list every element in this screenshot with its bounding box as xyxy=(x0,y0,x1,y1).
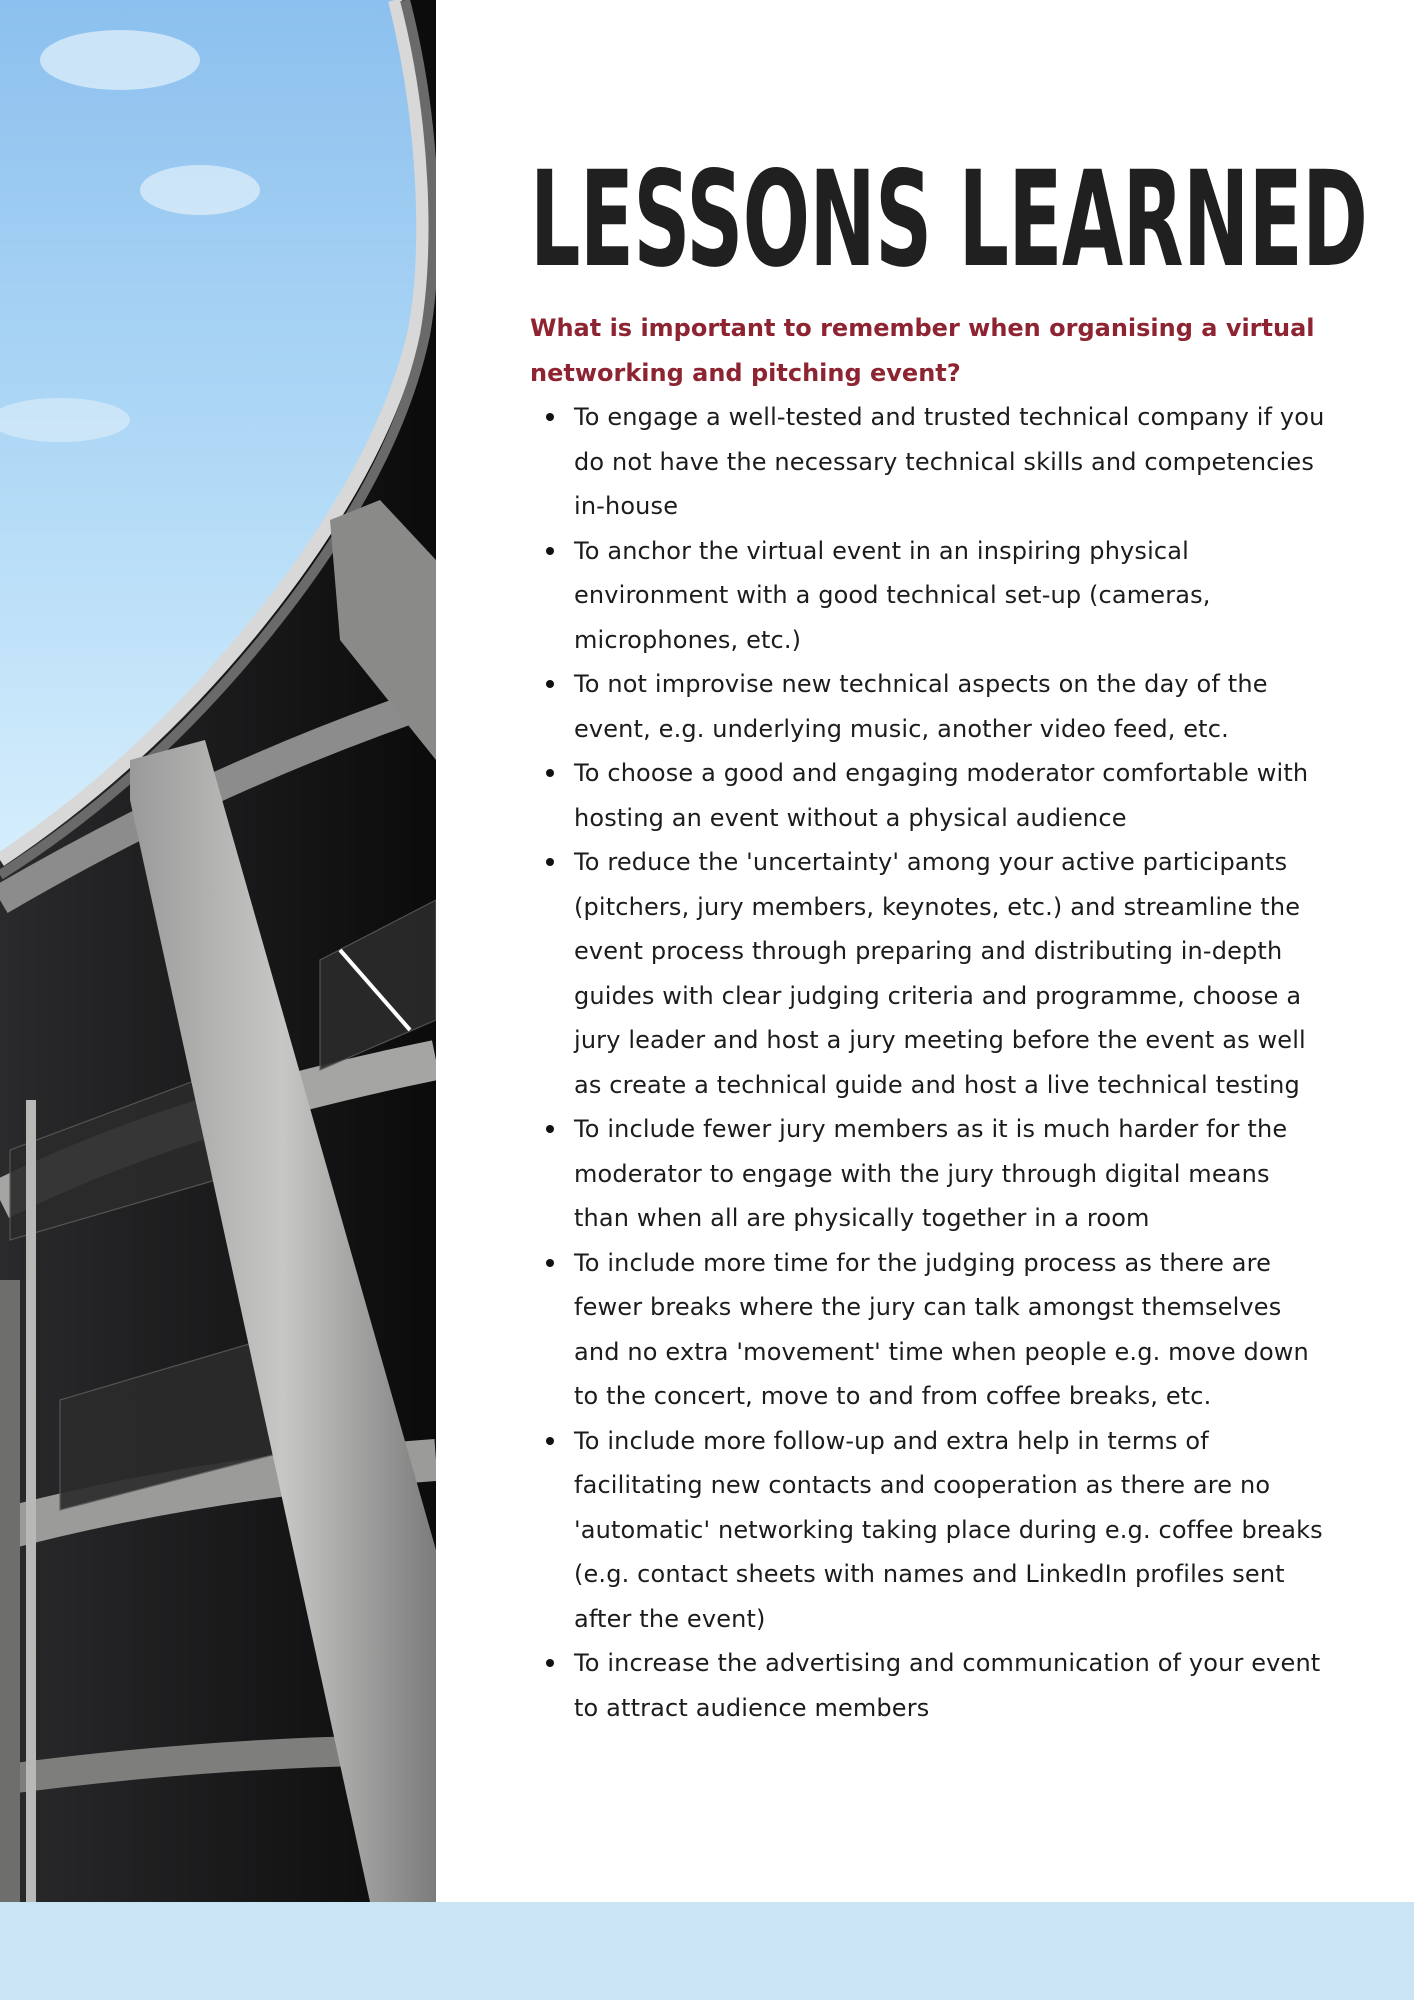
page-title: LESSONS LEARNED xyxy=(530,143,1368,297)
footer-band xyxy=(0,1902,1414,2000)
list-item-text: To include more follow-up and extra help in terms of facilitating new contacts and cooperation as there are no 'automatic' networking taking place during e.g. coffee breaks (e.g. contact sheets with names and LinkedIn profiles sent after the event) xyxy=(574,1426,1323,1633)
bullet-icon xyxy=(546,1659,554,1667)
list-item xyxy=(574,751,1330,840)
bullet-icon xyxy=(546,1259,554,1267)
list-item xyxy=(574,1241,1330,1419)
list-item-text: To reduce the 'uncertainty' among your active participants (pitchers, jury members, keynotes, etc.) and streamline the event process through preparing and distributing in-depth guides with clear judging criteria and programme, choose a jury leader and host a jury meeting before the event as well as create a technical guide and host a live technical testing xyxy=(574,848,1306,1099)
bullet-icon xyxy=(546,1437,554,1445)
lessons-list xyxy=(530,395,1330,1730)
list-item-text: To not improvise new technical aspects on the day of the event, e.g. underlying music, another video feed, etc. xyxy=(574,670,1268,743)
main-content xyxy=(530,143,1368,1730)
bullet-icon xyxy=(546,1125,554,1133)
list-item-text: To include fewer jury members as it is much harder for the moderator to engage with the jury through digital means than when all are physically together in a room xyxy=(574,1115,1288,1232)
list-item-text: To include more time for the judging process as there are fewer breaks where the jury can talk amongst themselves and no extra 'movement' time when people e.g. move down to the concert, move to and from coffee breaks, etc. xyxy=(574,1248,1309,1410)
bullet-icon xyxy=(546,413,554,421)
list-item-text: To engage a well-tested and trusted technical company if you do not have the necessary technical skills and competencies in-house xyxy=(574,403,1325,520)
spiral-building-photo xyxy=(0,0,436,1902)
list-item xyxy=(574,1641,1330,1730)
section-question: What is important to remember when organising a virtual networking and pitching event? xyxy=(530,314,1315,387)
bullet-icon xyxy=(546,547,554,555)
bullet-icon xyxy=(546,769,554,777)
list-item-text: To anchor the virtual event in an inspiring physical environment with a good technical set-up (cameras, microphones, etc.) xyxy=(574,536,1211,654)
list-item-text: To increase the advertising and communication of your event to attract audience members xyxy=(574,1649,1321,1722)
list-item xyxy=(574,1107,1330,1241)
list-item xyxy=(574,395,1330,529)
bullet-icon xyxy=(546,858,554,866)
list-item xyxy=(574,1419,1330,1642)
bullet-icon xyxy=(546,680,554,688)
list-item-text: To choose a good and engaging moderator comfortable with hosting an event without a physical audience xyxy=(574,759,1309,832)
list-item xyxy=(574,840,1330,1107)
list-item xyxy=(574,529,1330,663)
list-item xyxy=(574,662,1330,751)
